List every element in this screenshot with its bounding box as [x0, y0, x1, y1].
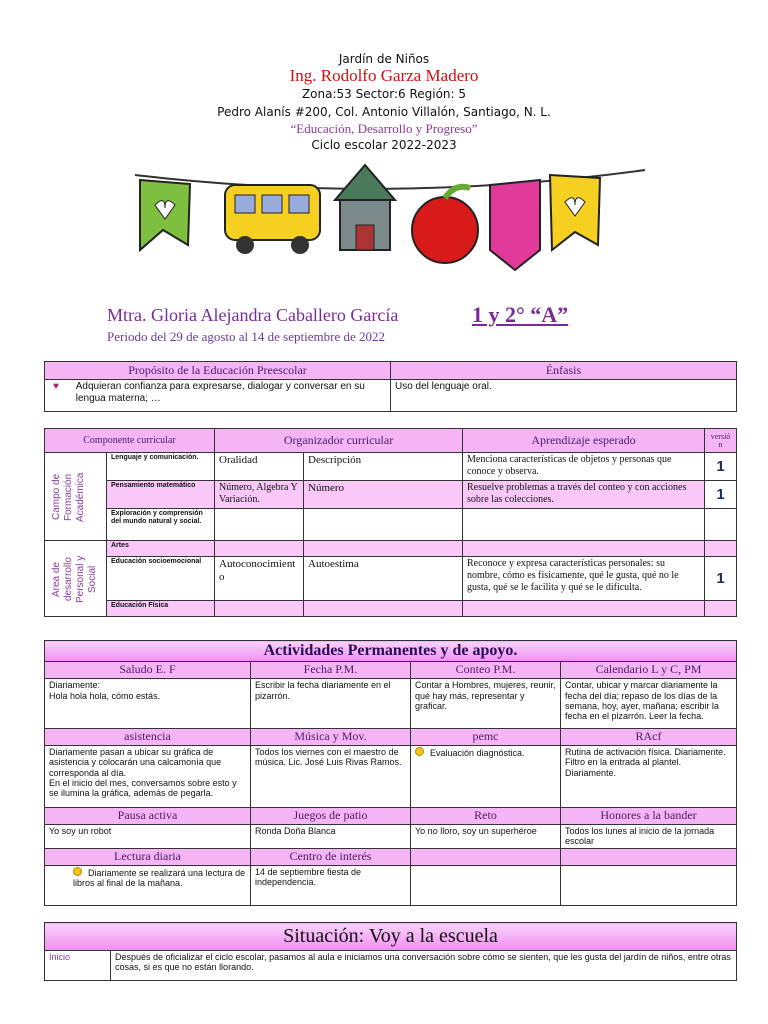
organizer2-cell: Autoestima — [304, 557, 463, 601]
activity-cell — [411, 745, 561, 807]
situation-text: Después de oficializar el ciclo escolar, pasamos al aula e iniciamos una conversación sobre cómo se sienten, que les gusta del jardín de niños, entre otras cosas, si es que no están llorando. — [111, 951, 737, 981]
activity-cell — [561, 745, 737, 807]
school-banner-illustration — [130, 160, 650, 290]
pencil-flag-icon — [490, 180, 540, 270]
activity-text: Yo soy un robot — [49, 825, 112, 836]
component-cell: Lenguaje y comunicación. — [107, 453, 215, 481]
activity-text: Escribir la fecha diariamente en el pizarrón. — [255, 680, 391, 701]
bullet-icon — [415, 747, 424, 756]
schoolhouse-icon — [335, 165, 395, 200]
activity-text: Diariamente pasan a ubicar su gráfica de asistencia y colocarán una calcamonía que corresponda al día. En el inicio del mes, conversamos sobre esto y se ilumina la gráfica, además de pegarla. — [49, 746, 237, 799]
activity-cell — [411, 824, 561, 848]
learning-cell: Reconoce y expresa características personales: su nombre, cómo es físicamente, qué le gusta, qué no le gusta, qué se le facilita y qué se le dificulta. — [463, 557, 705, 601]
activity-cell — [561, 824, 737, 848]
school-cycle: Ciclo escolar 2022-2023 — [311, 138, 457, 152]
organizer1-cell: Número, Algebra Y Variación. — [215, 481, 304, 509]
activity-header: Centro de interés — [251, 848, 411, 865]
organizer2-cell: Descripción — [304, 453, 463, 481]
activity-header: RAcf — [561, 729, 737, 746]
organizer1-cell: Oralidad — [215, 453, 304, 481]
motto: “Educación, Desarrollo y Progreso” — [290, 121, 478, 136]
activity-header — [411, 848, 561, 865]
activity-header: Pausa activa — [45, 807, 251, 824]
activity-cell — [45, 824, 251, 848]
purpose-header: Propósito de la Educación Preescolar — [45, 362, 391, 380]
curriculum-table — [44, 428, 737, 617]
period: Periodo del 29 de agosto al 14 de septiembre de 2022 — [107, 329, 385, 344]
activity-header: Lectura diaria — [45, 848, 251, 865]
activity-header: pemc — [411, 729, 561, 746]
component-cell: Pensamiento matemático — [107, 481, 215, 509]
activity-text: Rutina de activación física. Diariamente. Filtro en la entrada al plantel. Diariamente. — [565, 746, 726, 778]
learning-cell: Menciona características de objetos y personas que conoce y observa. — [463, 453, 705, 481]
teacher-name: Mtra. Gloria Alejandra Caballero García — [107, 305, 399, 325]
emphasis-header: Énfasis — [391, 362, 737, 380]
component-cell: Educación Física — [107, 601, 215, 617]
address: Pedro Alanís #200, Col. Antonio Villalón, Santiago, N. L. — [217, 105, 551, 119]
organizer1-cell: Autoconocimiento — [215, 557, 304, 601]
activity-header — [561, 848, 737, 865]
learning-cell: Resuelve problemas a través del conteo y con acciones sobre las colecciones. — [463, 481, 705, 509]
activity-cell — [561, 865, 737, 905]
organizer2-cell: Número — [304, 481, 463, 509]
zone-info: Zona:53 Sector:6 Región: 5 — [301, 87, 467, 101]
activity-cell — [45, 745, 251, 807]
component-cell: Exploración y comprensión del mundo natural y social. — [107, 509, 215, 541]
academic-field-label: Campo de Formación Académica — [50, 471, 86, 522]
activity-header: Conteo P.M. — [411, 662, 561, 679]
activity-text: Contar a Hombres, mujeres, reunir, qué hay más, representar y graficar. — [415, 680, 556, 711]
version-header: versió n — [705, 429, 737, 453]
version-cell: 1 — [705, 453, 737, 481]
activity-header: Saludo E. F — [45, 662, 251, 679]
emphasis-text: Uso del lenguaje oral. — [391, 380, 737, 412]
activity-cell — [411, 679, 561, 729]
apple-icon — [412, 197, 478, 263]
activity-text: Yo no lloro, soy un superhéroe — [415, 825, 537, 836]
activity-cell — [45, 679, 251, 729]
activity-header: Juegos de patio — [251, 807, 411, 824]
activity-text: Todos los viernes con el maestro de música. Lic. José Luis Rivas Ramos. — [255, 746, 402, 768]
activity-header: Reto — [411, 807, 561, 824]
activity-cell — [45, 865, 251, 905]
activities-title: Actividades Permanentes y de apoyo. — [45, 641, 737, 662]
activity-text: Contar, ubicar y marcar diariamente la fecha del día; repaso de los días de la semana, hoy, ayer, mañana; escribir la fecha en el pizarrón. Leer la fecha. — [565, 680, 719, 722]
situation-table — [44, 922, 737, 981]
learning-header: Aprendizaje esperado — [463, 429, 705, 453]
activity-cell — [251, 745, 411, 807]
activity-text: Ronda Doña Blanca — [255, 825, 336, 836]
activity-text: 14 de septiembre fiesta de independencia. — [255, 866, 362, 887]
component-cell: Educación socioemocional — [107, 557, 215, 601]
purpose-text: Adquieran confianza para expresarse, dialogar y conversar en su lengua materna; … — [75, 381, 365, 404]
situation-title: Situación: Voy a la escuela — [45, 923, 737, 951]
purpose-table — [44, 361, 737, 412]
activity-header: Calendario L y C, PM — [561, 662, 737, 679]
activity-cell — [251, 865, 411, 905]
activity-cell — [251, 679, 411, 729]
activity-text: Diariamente se realizará una lectura de libros al final de la mañana. — [73, 867, 246, 888]
activity-header: Honores a la bander — [561, 807, 737, 824]
group-label: 1 y 2° “A” — [472, 302, 569, 327]
activity-text: Evaluación diagnóstica. — [430, 747, 525, 758]
organizer-header: Organizador curricular — [215, 429, 463, 453]
activity-cell — [561, 679, 737, 729]
component-header: Componente curricular — [45, 429, 215, 453]
activity-header: Fecha P.M. — [251, 662, 411, 679]
school-type: Jardín de Niños — [338, 52, 430, 66]
version-cell: 1 — [705, 481, 737, 509]
activity-cell — [411, 865, 561, 905]
activities-table — [44, 640, 737, 906]
school-name: Ing. Rodolfo Garza Madero — [289, 66, 479, 85]
activity-text: Diariamente: Hola hola hola, cómo estás. — [49, 680, 161, 701]
personal-area-label: Área de desarrollo Personal y Social — [50, 554, 98, 603]
stage-label: Inicio — [45, 951, 111, 981]
component-cell: Artes — [107, 541, 215, 557]
activity-header: Música y Mov. — [251, 729, 411, 746]
activity-cell — [251, 824, 411, 848]
bullet-icon — [73, 867, 82, 876]
version-cell: 1 — [705, 557, 737, 601]
activity-header: asistencia — [45, 729, 251, 746]
heart-bullet-icon: ♥ — [53, 381, 59, 392]
activity-text: Todos los lunes al inicio de la jornada escolar — [565, 825, 715, 847]
